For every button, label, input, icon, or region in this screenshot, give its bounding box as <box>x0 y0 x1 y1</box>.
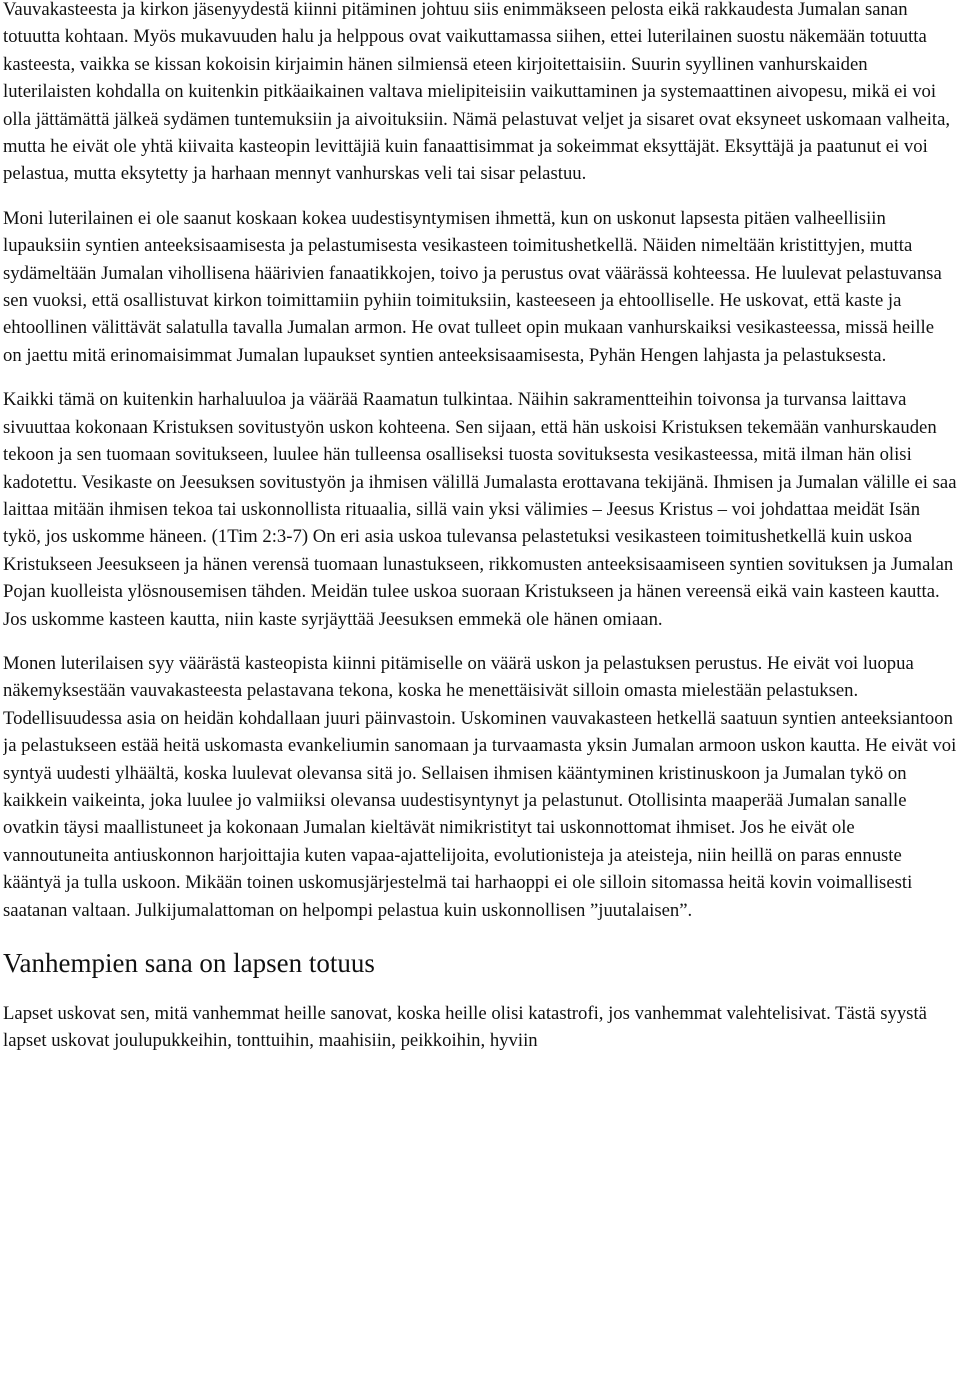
document-page <box>3 0 957 1392</box>
paragraph-5: Lapset uskovat sen, mitä vanhemmat heille sanovat, koska heille olisi katastrofi, jos vanhemmat valehtelisivat. Tästä syystä lapset uskovat joulupukkeihin, tonttuihin, maahisiin, peikkoihin, hyviin <box>3 1003 927 1052</box>
paragraph-3: Kaikki tämä on kuitenkin harhaluuloa ja väärää Raamatun tulkintaa. Näihin sakramentteihin toivonsa ja turvansa laittava sivuuttaa kokonaan Kristuksen sovitustyön uskon kohteena. Sen sijaan, että hän uskoisi Kristuksen tekemään vanhurskauden tekoon ja sen tuomaan sovitukseen, luulee hän tulleensa osalliseksi tuosta sovituksesta vesikasteessa, mitä ilman hän olisi kadotettu. Vesikaste on Jeesuksen sovitustyön ja ihmisen välillä Jumalasta erottavana tekijänä. Ihmisen ja Jumalan välille ei saa laittaa mitään ihmisen tekoa tai uskonnollista rituaalia, sillä vain yksi välimies – Jeesus Kristus – voi johdattaa meidät Isän tykö, jos uskomme häneen. (1Tim 2:3-7) On eri asia uskoa tulevansa pelastetuksi vesikasteen toimitushetkellä kuin uskoa Kristukseen Jeesukseen ja hänen verensä tuomaan lunastukseen, rikkomusten anteeksisaamiseen syntien sovituksen ja Jumalan Pojan kuolleista ylösnousemisen tähden. Meidän tulee uskoa suoraan Kristukseen ja hänen vereensä eikä vain kasteen kautta. Jos uskomme kasteen kautta, niin kaste syrjäyttää Jeesuksen emmekä ole hänen omiaan. <box>3 389 957 630</box>
paragraph-1: Vauvakasteesta ja kirkon jäsenyydestä kiinni pitäminen johtuu siis enimmäkseen pelosta eikä rakkaudesta Jumalan sanan totuutta kohtaan. Myös mukavuuden halu ja helppous ovat vaikuttamassa siihen, ettei luterilainen suostu näkemään totuutta kasteesta, vaikka se kissan kokoisin kirjaimin hänen silmiensä eteen kirjoitettaisiin. Suurin syyllinen vanhurskaiden luterilaisten kohdalla on kuitenkin pitkäaikainen valtava mielipiteisiin vaikuttaminen ja systemaattinen aivopesu, mikä ei voi olla jättämättä jälkeä sydämen tuntemuksiin ja aivoituksiin. Nämä pelastuvat veljet ja sisaret ovat eksyneet uskomaan valheita, mutta he eivät ole yhtä kiivaita kasteopin levittäjiä kuin fanaattisimmat ja sokeimmat eksyttäjät. Eksyttäjä ja paatunut ei voi pelastua, mutta eksytetty ja harhaan mennyt vanhurskas veli tai sisar pelastuu. <box>3 0 951 185</box>
paragraph-4: Monen luterilaisen syy väärästä kasteopista kiinni pitämiselle on väärä uskon ja pelastuksen perustus. He eivät voi luopua näkemyksestään vauvakasteesta pelastavana tekona, koska he menettäisivät silloin omasta mielestään pelastuksen. Todellisuudessa asia on heidän kohdallaan juuri päinvastoin. Uskominen vauvakasteen hetkellä saatuun syntien anteeksiantoon ja pelastukseen estää heitä uskomasta evankeliumin sanomaan ja turvaamasta yksin Jumalan armoon uskon kautta. He eivät voi syntyä uudesti ylhäältä, koska luulevat olevansa sitä jo. Sellaisen ihmisen kääntyminen kristinuskoon ja Jumalan tykö on kaikkein vaikeinta, joka luulee jo valmiiksi olevansa uudestisyntynyt ja pelastunut. Otollisinta maaperää Jumalan sanalle ovatkin täysi maallistuneet ja kokonaan Jumalan kieltävät nimikristityt tai uskonnottomat ihmiset. Jos he eivät ole vannoutuneita antiuskonnon harjoittajia kuten vapaa-ajattelijoita, evolutionisteja ja ateisteja, niin heillä on paras ennuste kääntyä ja tulla uskoon. Mikään toinen uskomusjärjestelmä tai harhaoppi ei ole silloin sitomassa heitä kovin voimallisesti saatanan valtaan. Julkijumalattoman on helpompi pelastua kuin uskonnollisen ”juutalaisen”. <box>3 652 957 921</box>
section-heading: Vanhempien sana on lapsen totuus <box>3 948 375 978</box>
paragraph-2: Moni luterilainen ei ole saanut koskaan kokea uudestisyntymisen ihmettä, kun on uskonut lapsesta pitäen valheellisiin lupauksiin syntien anteeksisaamisesta ja pelastumisesta vesikasteen toimitushetkellä. Näiden nimeltään kristittyjen, mutta sydämeltään Jumalan vihollisena häärivien fanaatikkojen, toivo ja perustus ovat väärässä kohteessa. He luulevat pelastuvansa sen vuoksi, että osallistuvat kirkon toimittamiin pyhiin toimituksiin, kasteeseen ja ehtoolliselle. He uskovat, että kaste ja ehtoollinen välittävät salatulla tavalla Jumalan armon. He ovat tulleet opin mukaan vanhurskaiksi vesikasteessa, missä heille on jaettu mitä erinomaisimmat Jumalan lupaukset syntien anteeksisaamisesta, Pyhän Hengen lahjasta ja pelastuksesta. <box>3 207 942 366</box>
